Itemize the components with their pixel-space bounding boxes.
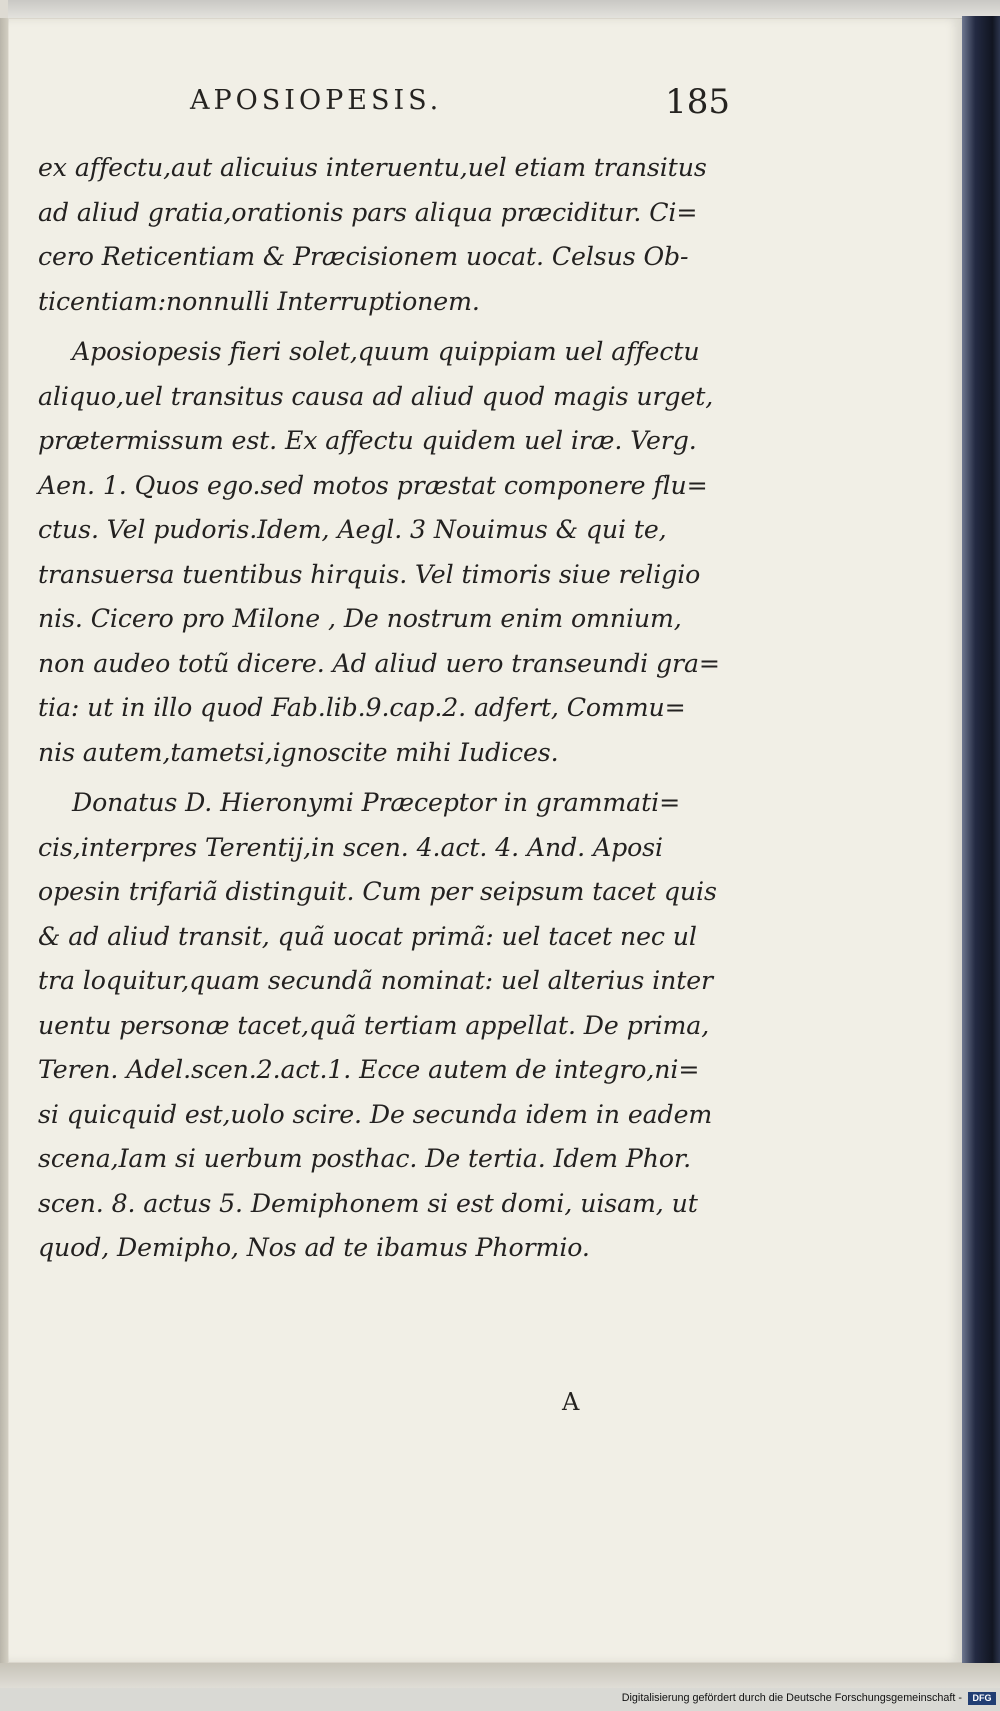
- text-line: nis autem,tametsi,ignoscite mihi Iudices.: [38, 737, 559, 767]
- header-title: APOSIOPESIS.: [190, 85, 443, 116]
- page-number: 185: [665, 82, 730, 122]
- text-line: aliquo,uel transitus causa ad aliud quod magis urget,: [38, 381, 714, 411]
- text-line: opesin trifariã distinguit. Cum per seipsum tacet quis: [38, 877, 717, 906]
- text-line: si quicquid est,uolo scire. De secunda idem in eadem: [38, 1099, 713, 1129]
- scan-bottom-edge: [0, 1663, 1000, 1688]
- text-line: transuersa tuentibus hirquis. Vel timoris siue religio: [38, 559, 701, 589]
- dfg-logo: DFG: [968, 1692, 996, 1705]
- catchword: A: [562, 1388, 580, 1416]
- text-line: Teren. Adel.scen.2.act.1. Ecce autem de integro,ni=: [38, 1055, 700, 1084]
- text-line: Aposiopesis fieri solet,quum quippiam uel affectu: [72, 337, 700, 366]
- text-line: nis. Cicero pro Milone , De nostrum enim omnium,: [38, 604, 682, 633]
- text-line: Aen. 1. Quos ego.sed motos præstat componere flu=: [38, 470, 708, 500]
- text-line: prætermissum est. Ex affectu quidem uel iræ. Verg.: [38, 426, 697, 455]
- text-line: tia: ut in illo quod Fab.lib.9.cap.2. adfert, Commu=: [38, 693, 686, 722]
- text-line: ticentiam:nonnulli Interruptionem.: [38, 286, 480, 316]
- scan-top-edge: [8, 0, 1000, 18]
- text-line: scen. 8. actus 5. Demiphonem si est domi, uisam, ut: [38, 1188, 698, 1218]
- running-header: [190, 82, 730, 120]
- text-line: tra loquitur,quam secundã nominat: uel alterius inter: [38, 966, 713, 995]
- text-line: quod, Demipho, Nos ad te ibamus Phormio.: [38, 1233, 590, 1262]
- text-line: cis,interpres Terentij,in scen. 4.act. 4. And. Aposi: [38, 832, 663, 862]
- book-spine: [962, 16, 1000, 1665]
- text-line: ex affectu,aut alicuius interuentu,uel etiam transitus: [38, 153, 707, 182]
- text-line: ctus. Vel pudoris.Idem, Aegl. 3 Nouimus & qui te,: [38, 515, 667, 544]
- digitization-credit: Digitalisierung gefördert durch die Deutsche Forschungsgemeinschaft -: [621, 1692, 962, 1704]
- text-line: Donatus D. Hieronymi Præceptor in grammati=: [72, 788, 681, 817]
- text-line: ad aliud gratia,orationis pars aliqua præciditur. Ci=: [38, 197, 698, 227]
- text-line: cero Reticentiam & Præcisionem uocat. Celsus Ob-: [38, 242, 689, 271]
- text-line: non audeo totũ dicere. Ad aliud uero transeundi gra=: [38, 648, 720, 678]
- text-line: & ad aliud transit, quã uocat primã: uel tacet nec ul: [38, 921, 697, 951]
- text-line: scena,Iam si uerbum posthac. De tertia. Idem Phor.: [38, 1144, 691, 1173]
- main-text-block: [38, 146, 738, 1271]
- text-line: uentu personæ tacet,quã tertiam appellat. De prima,: [38, 1010, 710, 1040]
